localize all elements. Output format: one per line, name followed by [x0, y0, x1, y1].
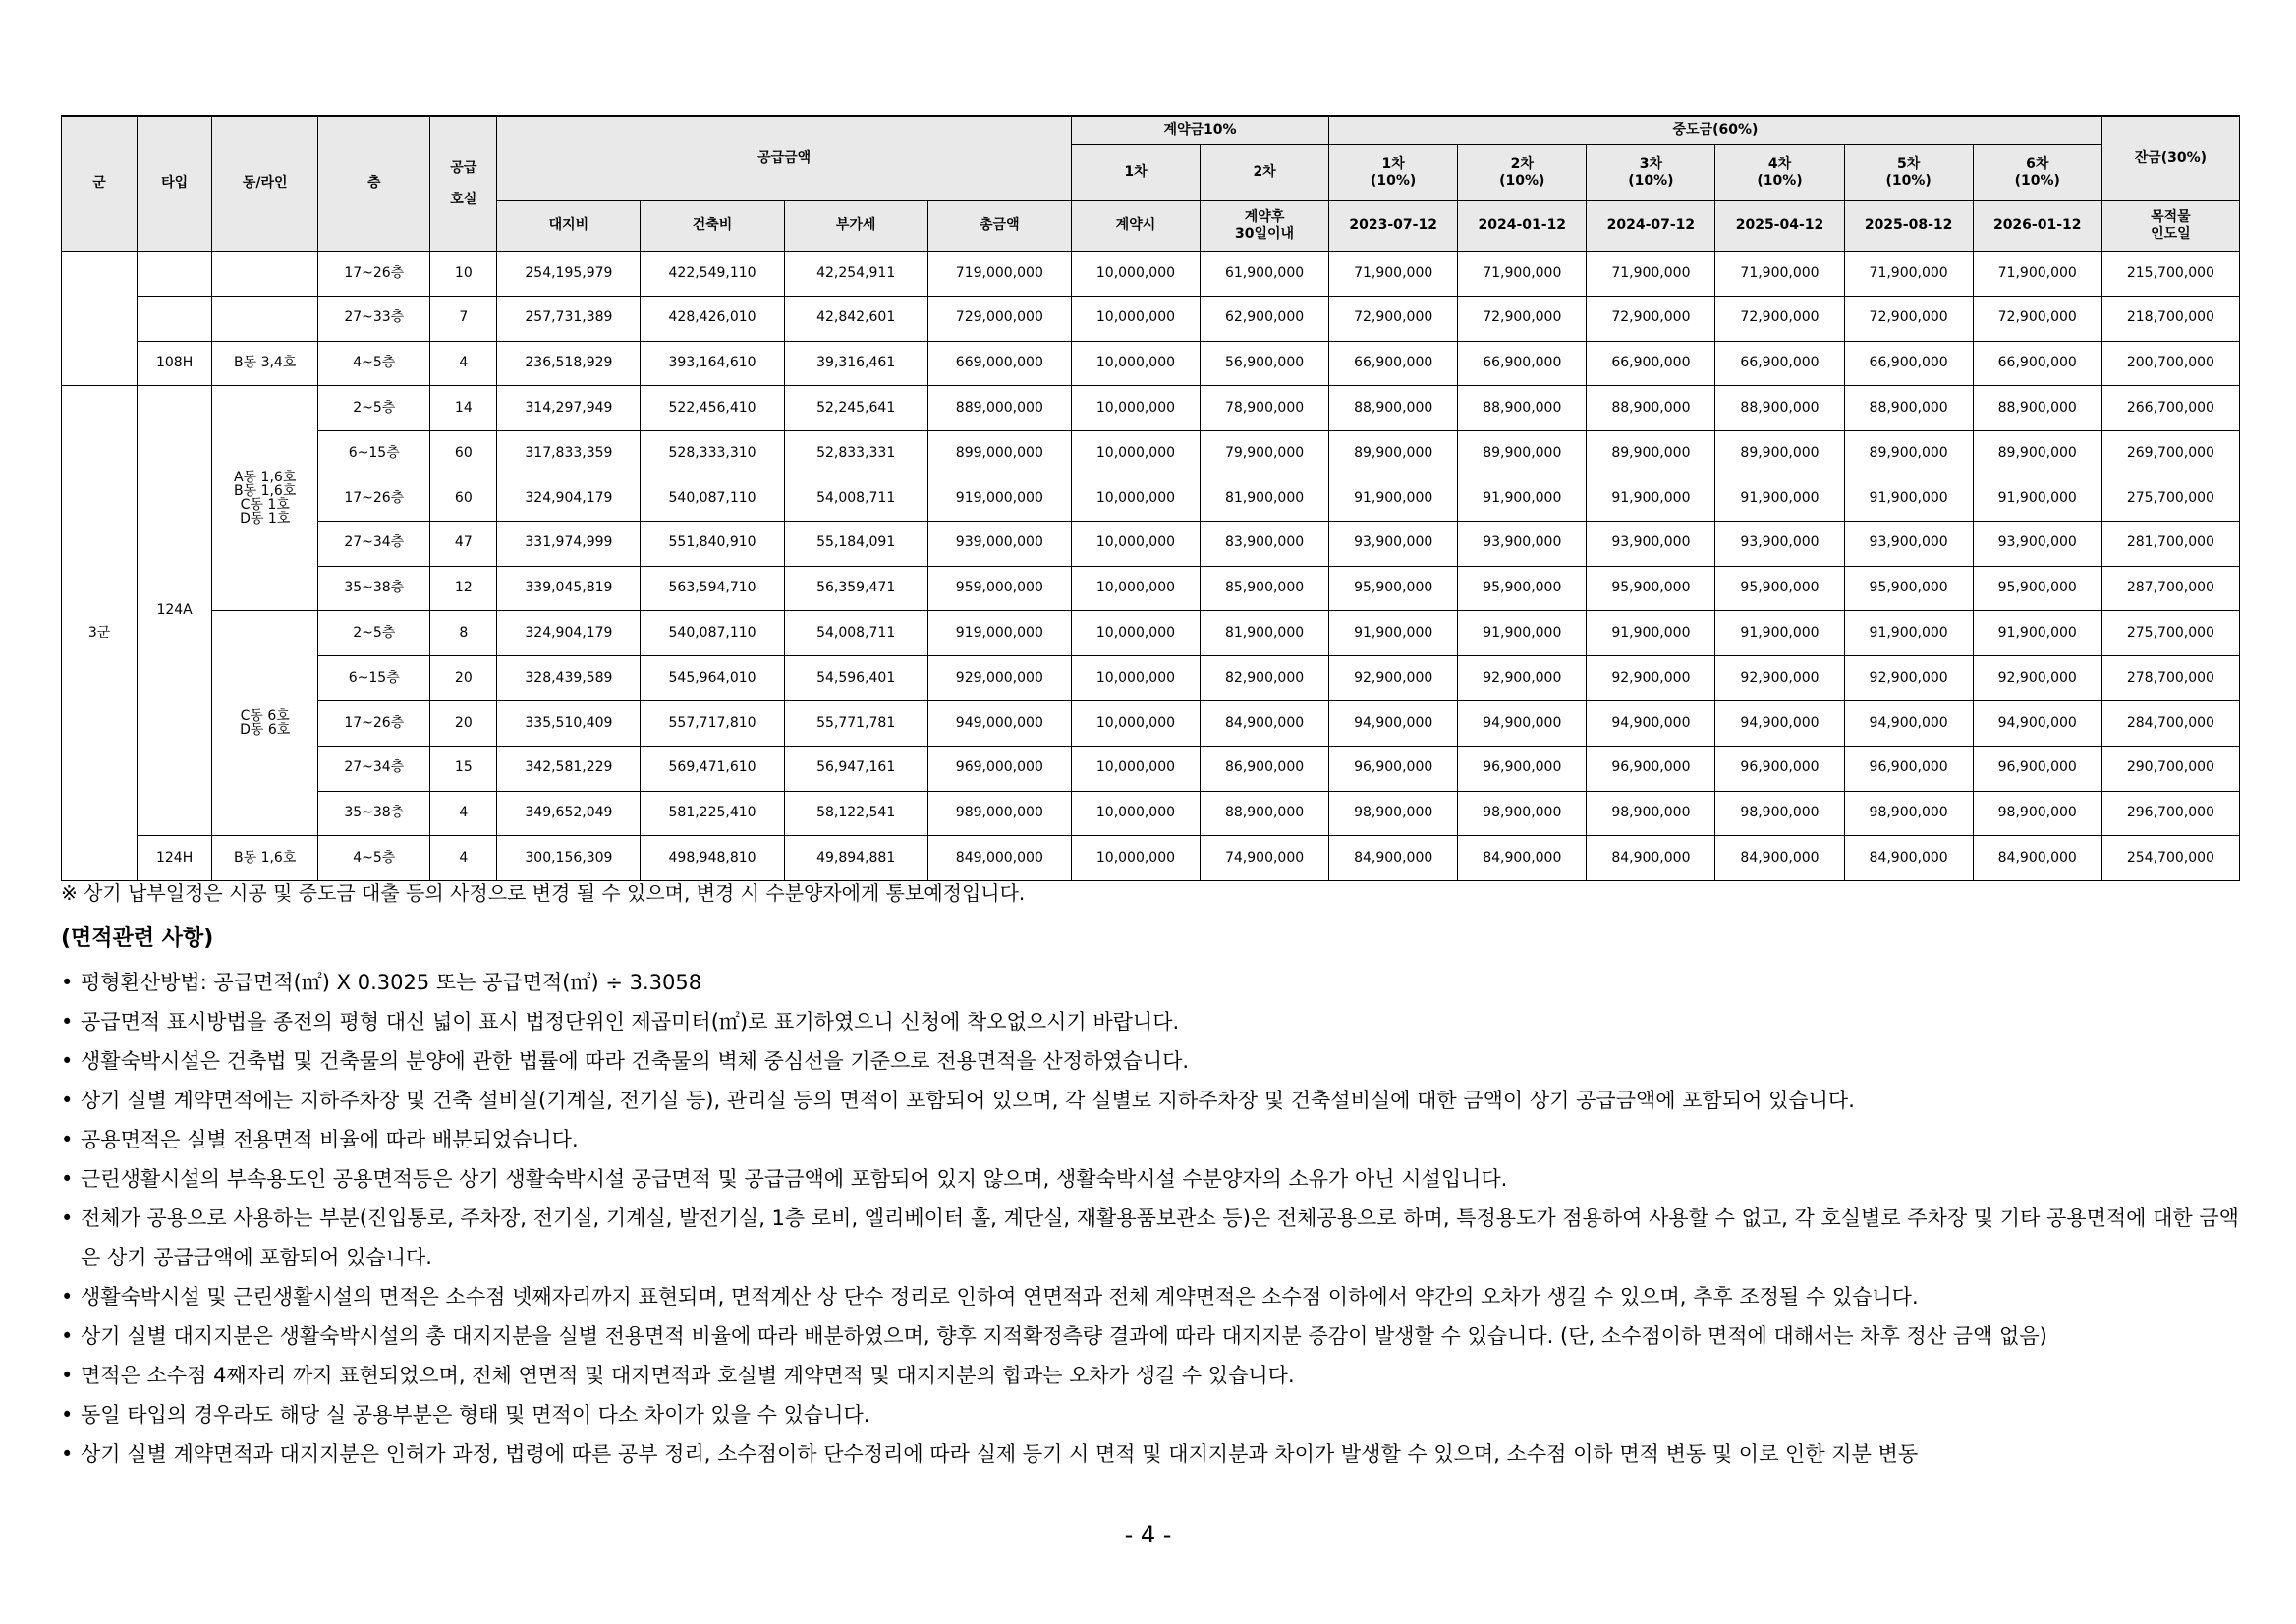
deposit-1-cell: 10,000,000 [1071, 431, 1200, 476]
type-cell: 108H [138, 341, 212, 386]
deposit-1-cell: 10,000,000 [1071, 386, 1200, 431]
mid-3-cell: 94,900,000 [1587, 700, 1715, 746]
mid-2-cell: 91,900,000 [1458, 611, 1587, 656]
floor-cell: 4~5층 [318, 836, 430, 881]
mid-4-cell: 92,900,000 [1715, 656, 1844, 701]
deposit-2-cell: 86,900,000 [1201, 746, 1329, 791]
floor-cell: 6~15층 [318, 431, 430, 476]
deposit-1-cell: 10,000,000 [1071, 656, 1200, 701]
balance-cell: 215,700,000 [2101, 252, 2239, 297]
building-cell: 545,964,010 [641, 656, 784, 701]
mid-4-cell: 66,900,000 [1715, 341, 1844, 386]
land-cell: 314,297,949 [497, 386, 641, 431]
total-cell: 919,000,000 [927, 611, 1071, 656]
dong-cell: C동 6호 D동 6호 [212, 611, 318, 836]
table-row [62, 431, 2240, 476]
list-item: • 생활숙박시설 및 근린생활시설의 면적은 소수점 넷째자리까지 표현되며, 면적계산 상 단수 정리로 인하여 연면적과 전체 계약면적은 소수점 이하에서 약간의 오차가 생길 수 있으며, 추후 조정될 수 있습니다. [61, 1277, 2240, 1316]
mid-6-cell: 93,900,000 [1973, 521, 2101, 566]
area-notes-list [61, 963, 2240, 1474]
deposit-2-cell: 78,900,000 [1201, 386, 1329, 431]
list-item: • 공용면적은 실별 전용면적 비율에 따라 배분되었습니다. [61, 1120, 2240, 1159]
mid-2-cell: 98,900,000 [1458, 791, 1587, 836]
total-cell: 949,000,000 [927, 700, 1071, 746]
total-cell: 939,000,000 [927, 521, 1071, 566]
mid-6-cell: 95,900,000 [1973, 566, 2101, 611]
mid-1-cell: 93,900,000 [1329, 521, 1458, 566]
list-item: • 평형환산방법: 공급면적(㎡) X 0.3025 또는 공급면적(㎡) ÷ 3.3058 [61, 963, 2240, 1002]
mid-4-cell: 72,900,000 [1715, 296, 1844, 341]
mid-5-cell: 95,900,000 [1844, 566, 1973, 611]
table-row [62, 656, 2240, 701]
group-cell: 3군 [62, 386, 138, 881]
table-row [62, 700, 2240, 746]
balance-cell: 218,700,000 [2101, 296, 2239, 341]
floor-cell: 35~38층 [318, 791, 430, 836]
building-cell: 522,456,410 [641, 386, 784, 431]
balance-cell: 254,700,000 [2101, 836, 2239, 881]
mid-4-cell: 91,900,000 [1715, 476, 1844, 521]
deposit-2-cell: 79,900,000 [1201, 431, 1329, 476]
header-deposit-1: 1차 [1071, 145, 1200, 201]
mid-3-cell: 66,900,000 [1587, 341, 1715, 386]
mid-6-cell: 72,900,000 [1973, 296, 2101, 341]
floor-cell: 6~15층 [318, 656, 430, 701]
mid-5-cell: 89,900,000 [1844, 431, 1973, 476]
units-cell: 10 [430, 252, 497, 297]
deposit-2-cell: 56,900,000 [1201, 341, 1329, 386]
balance-cell: 278,700,000 [2101, 656, 2239, 701]
mid-6-cell: 84,900,000 [1973, 836, 2101, 881]
table-row [62, 386, 2240, 431]
header-deposit-2-when: 계약후 30일이내 [1201, 201, 1329, 252]
total-cell: 849,000,000 [927, 836, 1071, 881]
building-cell: 393,164,610 [641, 341, 784, 386]
mid-6-cell: 66,900,000 [1973, 341, 2101, 386]
total-cell: 889,000,000 [927, 386, 1071, 431]
deposit-1-cell: 10,000,000 [1071, 296, 1200, 341]
deposit-2-cell: 81,900,000 [1201, 611, 1329, 656]
type-cell [138, 296, 212, 341]
mid-2-cell: 88,900,000 [1458, 386, 1587, 431]
land-cell: 254,195,979 [497, 252, 641, 297]
balance-cell: 287,700,000 [2101, 566, 2239, 611]
mid-5-cell: 88,900,000 [1844, 386, 1973, 431]
vat-cell: 39,316,461 [784, 341, 927, 386]
floor-cell: 4~5층 [318, 341, 430, 386]
floor-cell: 27~34층 [318, 521, 430, 566]
mid-6-cell: 94,900,000 [1973, 700, 2101, 746]
vat-cell: 55,184,091 [784, 521, 927, 566]
page-number: - 4 - [1124, 1521, 1172, 1548]
list-item: • 상기 실별 계약면적과 대지지분은 인허가 과정, 법령에 따른 공부 정리, 소수점이하 단수정리에 따라 실제 등기 시 면적 및 대지지분과 차이가 발생할 수 있으며, 소수점 이하 면적 변동 및 이로 인한 지분 변동 [61, 1434, 2240, 1474]
header-land: 대지비 [497, 201, 641, 252]
deposit-2-cell: 85,900,000 [1201, 566, 1329, 611]
mid-4-cell: 71,900,000 [1715, 252, 1844, 297]
deposit-1-cell: 10,000,000 [1071, 566, 1200, 611]
mid-3-cell: 95,900,000 [1587, 566, 1715, 611]
balance-cell: 275,700,000 [2101, 476, 2239, 521]
mid-1-cell: 84,900,000 [1329, 836, 1458, 881]
header-mid-6-date: 2026-01-12 [1973, 201, 2101, 252]
land-cell: 317,833,359 [497, 431, 641, 476]
mid-1-cell: 91,900,000 [1329, 611, 1458, 656]
mid-2-cell: 66,900,000 [1458, 341, 1587, 386]
vat-cell: 58,122,541 [784, 791, 927, 836]
mid-5-cell: 93,900,000 [1844, 521, 1973, 566]
building-cell: 422,549,110 [641, 252, 784, 297]
mid-5-cell: 96,900,000 [1844, 746, 1973, 791]
floor-cell: 2~5층 [318, 386, 430, 431]
vat-cell: 52,245,641 [784, 386, 927, 431]
table-row [62, 341, 2240, 386]
units-cell: 15 [430, 746, 497, 791]
land-cell: 236,518,929 [497, 341, 641, 386]
building-cell: 551,840,910 [641, 521, 784, 566]
vat-cell: 55,771,781 [784, 700, 927, 746]
mid-1-cell: 88,900,000 [1329, 386, 1458, 431]
deposit-2-cell: 62,900,000 [1201, 296, 1329, 341]
units-cell: 12 [430, 566, 497, 611]
list-item: • 공급면적 표시방법을 종전의 평형 대신 넓이 표시 법정단위인 제곱미터(㎡)로 표기하였으니 신청에 착오없으시기 바랍니다. [61, 1002, 2240, 1041]
balance-cell: 284,700,000 [2101, 700, 2239, 746]
units-cell: 7 [430, 296, 497, 341]
header-type: 타입 [138, 116, 212, 252]
land-cell: 324,904,179 [497, 611, 641, 656]
mid-1-cell: 95,900,000 [1329, 566, 1458, 611]
header-floor: 층 [318, 116, 430, 252]
total-cell: 729,000,000 [927, 296, 1071, 341]
floor-cell: 17~26층 [318, 700, 430, 746]
table-row [62, 521, 2240, 566]
total-cell: 969,000,000 [927, 746, 1071, 791]
units-cell: 20 [430, 656, 497, 701]
list-item: • 생활숙박시설은 건축법 및 건축물의 분양에 관한 법률에 따라 건축물의 벽체 중심선을 기준으로 전용면적을 산정하였습니다. [61, 1041, 2240, 1081]
dong-cell: A동 1,6호 B동 1,6호 C동 1호 D동 1호 [212, 386, 318, 611]
dong-cell [212, 296, 318, 341]
mid-4-cell: 93,900,000 [1715, 521, 1844, 566]
mid-3-cell: 91,900,000 [1587, 611, 1715, 656]
header-supply-price: 공급금액 [497, 116, 1072, 201]
header-deposit: 계약금10% [1071, 116, 1328, 145]
deposit-1-cell: 10,000,000 [1071, 611, 1200, 656]
vat-cell: 42,842,601 [784, 296, 927, 341]
mid-4-cell: 96,900,000 [1715, 746, 1844, 791]
units-cell: 4 [430, 341, 497, 386]
payment-schedule-note: ※ 상기 납부일정은 시공 및 중도금 대출 등의 사정으로 변경 될 수 있으며, 변경 시 수분양자에게 통보예정입니다. [61, 881, 1026, 905]
land-cell: 257,731,389 [497, 296, 641, 341]
land-cell: 328,439,589 [497, 656, 641, 701]
mid-1-cell: 94,900,000 [1329, 700, 1458, 746]
total-cell: 959,000,000 [927, 566, 1071, 611]
land-cell: 335,510,409 [497, 700, 641, 746]
dong-cell: B동 3,4호 [212, 341, 318, 386]
table-row [62, 566, 2240, 611]
list-item: • 근린생활시설의 부속용도인 공용면적등은 상기 생활숙박시설 공급면적 및 공급금액에 포함되어 있지 않으며, 생활숙박시설 수분양자의 소유가 아닌 시설입니다. [61, 1159, 2240, 1199]
units-cell: 60 [430, 476, 497, 521]
list-item: • 전체가 공용으로 사용하는 부분(진입통로, 주차장, 전기실, 기계실, 발전기실, 1층 로비, 엘리베이터 홀, 계단실, 재활용품보관소 등)은 전체공용으로 하며, 특정용도가 점용하여 사용할 수 없고, 각 호실별로 주차장 및 기타 공용면적에 대한 금액은 상기 공급금액에 포함되어 있습니다. [61, 1199, 2240, 1277]
balance-cell: 281,700,000 [2101, 521, 2239, 566]
mid-3-cell: 96,900,000 [1587, 746, 1715, 791]
mid-4-cell: 84,900,000 [1715, 836, 1844, 881]
mid-6-cell: 98,900,000 [1973, 791, 2101, 836]
type-cell: 124H [138, 836, 212, 881]
vat-cell: 54,596,401 [784, 656, 927, 701]
mid-4-cell: 95,900,000 [1715, 566, 1844, 611]
area-notes-title: (면적관련 사항) [61, 926, 214, 951]
header-deposit-1-when: 계약시 [1071, 201, 1200, 252]
mid-5-cell: 72,900,000 [1844, 296, 1973, 341]
mid-1-cell: 98,900,000 [1329, 791, 1458, 836]
type-cell [138, 252, 212, 297]
mid-1-cell: 71,900,000 [1329, 252, 1458, 297]
building-cell: 569,471,610 [641, 746, 784, 791]
table-row [62, 791, 2240, 836]
total-cell: 929,000,000 [927, 656, 1071, 701]
header-mid-3: 3차 (10%) [1587, 145, 1715, 201]
land-cell: 324,904,179 [497, 476, 641, 521]
mid-3-cell: 71,900,000 [1587, 252, 1715, 297]
building-cell: 528,333,310 [641, 431, 784, 476]
mid-2-cell: 93,900,000 [1458, 521, 1587, 566]
mid-6-cell: 88,900,000 [1973, 386, 2101, 431]
floor-cell: 17~26층 [318, 252, 430, 297]
building-cell: 581,225,410 [641, 791, 784, 836]
header-middle-payment: 중도금(60%) [1329, 116, 2102, 145]
floor-cell: 17~26층 [318, 476, 430, 521]
floor-cell: 2~5층 [318, 611, 430, 656]
mid-6-cell: 91,900,000 [1973, 611, 2101, 656]
units-cell: 4 [430, 791, 497, 836]
mid-6-cell: 96,900,000 [1973, 746, 2101, 791]
balance-cell: 275,700,000 [2101, 611, 2239, 656]
header-dong-line: 동/라인 [212, 116, 318, 252]
mid-5-cell: 98,900,000 [1844, 791, 1973, 836]
mid-2-cell: 92,900,000 [1458, 656, 1587, 701]
deposit-2-cell: 88,900,000 [1201, 791, 1329, 836]
deposit-1-cell: 10,000,000 [1071, 746, 1200, 791]
balance-cell: 200,700,000 [2101, 341, 2239, 386]
total-cell: 669,000,000 [927, 341, 1071, 386]
building-cell: 563,594,710 [641, 566, 784, 611]
building-cell: 540,087,110 [641, 611, 784, 656]
dong-cell: B동 1,6호 [212, 836, 318, 881]
deposit-1-cell: 10,000,000 [1071, 700, 1200, 746]
balance-cell: 269,700,000 [2101, 431, 2239, 476]
mid-1-cell: 92,900,000 [1329, 656, 1458, 701]
deposit-1-cell: 10,000,000 [1071, 836, 1200, 881]
deposit-2-cell: 84,900,000 [1201, 700, 1329, 746]
mid-5-cell: 92,900,000 [1844, 656, 1973, 701]
units-cell: 14 [430, 386, 497, 431]
mid-6-cell: 89,900,000 [1973, 431, 2101, 476]
mid-4-cell: 88,900,000 [1715, 386, 1844, 431]
header-mid-2: 2차 (10%) [1458, 145, 1587, 201]
header-mid-5-date: 2025-08-12 [1844, 201, 1973, 252]
deposit-1-cell: 10,000,000 [1071, 341, 1200, 386]
vat-cell: 54,008,711 [784, 611, 927, 656]
mid-3-cell: 91,900,000 [1587, 476, 1715, 521]
vat-cell: 56,359,471 [784, 566, 927, 611]
header-deposit-2: 2차 [1201, 145, 1329, 201]
land-cell: 331,974,999 [497, 521, 641, 566]
list-item: • 상기 실별 계약면적에는 지하주차장 및 건축 설비실(기계실, 전기실 등), 관리실 등의 면적이 포함되어 있으며, 각 실별로 지하주차장 및 건축설비실에 대한 금액이 상기 공급금액에 포함되어 있습니다. [61, 1081, 2240, 1120]
table-row [62, 611, 2240, 656]
header-total: 총금액 [927, 201, 1071, 252]
table-row [62, 476, 2240, 521]
header-mid-3-date: 2024-07-12 [1587, 201, 1715, 252]
deposit-2-cell: 74,900,000 [1201, 836, 1329, 881]
header-balance-when: 목적물 인도일 [2101, 201, 2239, 252]
units-cell: 4 [430, 836, 497, 881]
mid-5-cell: 84,900,000 [1844, 836, 1973, 881]
header-mid-6: 6차 (10%) [1973, 145, 2101, 201]
units-cell: 20 [430, 700, 497, 746]
mid-2-cell: 84,900,000 [1458, 836, 1587, 881]
mid-4-cell: 89,900,000 [1715, 431, 1844, 476]
mid-4-cell: 94,900,000 [1715, 700, 1844, 746]
mid-3-cell: 98,900,000 [1587, 791, 1715, 836]
mid-3-cell: 72,900,000 [1587, 296, 1715, 341]
floor-cell: 35~38층 [318, 566, 430, 611]
deposit-1-cell: 10,000,000 [1071, 791, 1200, 836]
list-item: • 면적은 소수점 4째자리 까지 표현되었으며, 전체 연면적 및 대지면적과 호실별 계약면적 및 대지지분의 합과는 오차가 생길 수 있습니다. [61, 1356, 2240, 1395]
header-mid-1: 1차 (10%) [1329, 145, 1458, 201]
dong-cell [212, 252, 318, 297]
total-cell: 989,000,000 [927, 791, 1071, 836]
units-cell: 60 [430, 431, 497, 476]
header-vat: 부가세 [784, 201, 927, 252]
deposit-1-cell: 10,000,000 [1071, 476, 1200, 521]
deposit-2-cell: 61,900,000 [1201, 252, 1329, 297]
header-mid-2-date: 2024-01-12 [1458, 201, 1587, 252]
list-item: • 상기 실별 대지지분은 생활숙박시설의 총 대지지분을 실별 전용면적 비율에 따라 배분하였으며, 향후 지적확정측량 결과에 따라 대지지분 증감이 발생할 수 있습니다. (단, 소수점이하 면적에 대해서는 차후 정산 금액 없음) [61, 1316, 2240, 1356]
land-cell: 300,156,309 [497, 836, 641, 881]
vat-cell: 54,008,711 [784, 476, 927, 521]
mid-5-cell: 91,900,000 [1844, 611, 1973, 656]
mid-6-cell: 92,900,000 [1973, 656, 2101, 701]
mid-4-cell: 98,900,000 [1715, 791, 1844, 836]
mid-2-cell: 94,900,000 [1458, 700, 1587, 746]
deposit-2-cell: 83,900,000 [1201, 521, 1329, 566]
mid-3-cell: 92,900,000 [1587, 656, 1715, 701]
mid-5-cell: 71,900,000 [1844, 252, 1973, 297]
header-mid-4: 4차 (10%) [1715, 145, 1844, 201]
vat-cell: 56,947,161 [784, 746, 927, 791]
mid-2-cell: 71,900,000 [1458, 252, 1587, 297]
list-item: • 동일 타입의 경우라도 해당 실 공용부분은 형태 및 면적이 다소 차이가 있을 수 있습니다. [61, 1395, 2240, 1434]
building-cell: 428,426,010 [641, 296, 784, 341]
mid-3-cell: 84,900,000 [1587, 836, 1715, 881]
group-cell-empty [62, 252, 138, 386]
type-cell: 124A [138, 386, 212, 836]
building-cell: 557,717,810 [641, 700, 784, 746]
mid-2-cell: 91,900,000 [1458, 476, 1587, 521]
table-row [62, 252, 2240, 297]
mid-1-cell: 72,900,000 [1329, 296, 1458, 341]
deposit-2-cell: 82,900,000 [1201, 656, 1329, 701]
balance-cell: 266,700,000 [2101, 386, 2239, 431]
land-cell: 339,045,819 [497, 566, 641, 611]
total-cell: 719,000,000 [927, 252, 1071, 297]
header-group: 군 [62, 116, 138, 252]
building-cell: 498,948,810 [641, 836, 784, 881]
balance-cell: 296,700,000 [2101, 791, 2239, 836]
price-table [61, 115, 2240, 881]
mid-2-cell: 89,900,000 [1458, 431, 1587, 476]
mid-1-cell: 66,900,000 [1329, 341, 1458, 386]
table-header [62, 116, 2240, 252]
mid-3-cell: 89,900,000 [1587, 431, 1715, 476]
mid-2-cell: 72,900,000 [1458, 296, 1587, 341]
building-cell: 540,087,110 [641, 476, 784, 521]
deposit-1-cell: 10,000,000 [1071, 252, 1200, 297]
vat-cell: 42,254,911 [784, 252, 927, 297]
mid-5-cell: 66,900,000 [1844, 341, 1973, 386]
mid-1-cell: 91,900,000 [1329, 476, 1458, 521]
header-balance: 잔금(30%) [2101, 116, 2239, 201]
deposit-1-cell: 10,000,000 [1071, 521, 1200, 566]
mid-2-cell: 96,900,000 [1458, 746, 1587, 791]
mid-6-cell: 91,900,000 [1973, 476, 2101, 521]
total-cell: 919,000,000 [927, 476, 1071, 521]
vat-cell: 49,894,881 [784, 836, 927, 881]
vat-cell: 52,833,331 [784, 431, 927, 476]
header-building: 건축비 [641, 201, 784, 252]
mid-3-cell: 93,900,000 [1587, 521, 1715, 566]
mid-2-cell: 95,900,000 [1458, 566, 1587, 611]
balance-cell: 290,700,000 [2101, 746, 2239, 791]
units-cell: 47 [430, 521, 497, 566]
land-cell: 342,581,229 [497, 746, 641, 791]
mid-4-cell: 91,900,000 [1715, 611, 1844, 656]
deposit-2-cell: 81,900,000 [1201, 476, 1329, 521]
total-cell: 899,000,000 [927, 431, 1071, 476]
floor-cell: 27~33층 [318, 296, 430, 341]
units-cell: 8 [430, 611, 497, 656]
mid-5-cell: 94,900,000 [1844, 700, 1973, 746]
header-mid-5: 5차 (10%) [1844, 145, 1973, 201]
table-row [62, 746, 2240, 791]
mid-3-cell: 88,900,000 [1587, 386, 1715, 431]
mid-5-cell: 91,900,000 [1844, 476, 1973, 521]
table-row [62, 296, 2240, 341]
header-mid-4-date: 2025-04-12 [1715, 201, 1844, 252]
floor-cell: 27~34층 [318, 746, 430, 791]
mid-1-cell: 96,900,000 [1329, 746, 1458, 791]
header-units: 공급 호실 [430, 116, 497, 252]
mid-1-cell: 89,900,000 [1329, 431, 1458, 476]
mid-6-cell: 71,900,000 [1973, 252, 2101, 297]
land-cell: 349,652,049 [497, 791, 641, 836]
header-mid-1-date: 2023-07-12 [1329, 201, 1458, 252]
table-body [62, 252, 2240, 881]
table-row [62, 836, 2240, 881]
